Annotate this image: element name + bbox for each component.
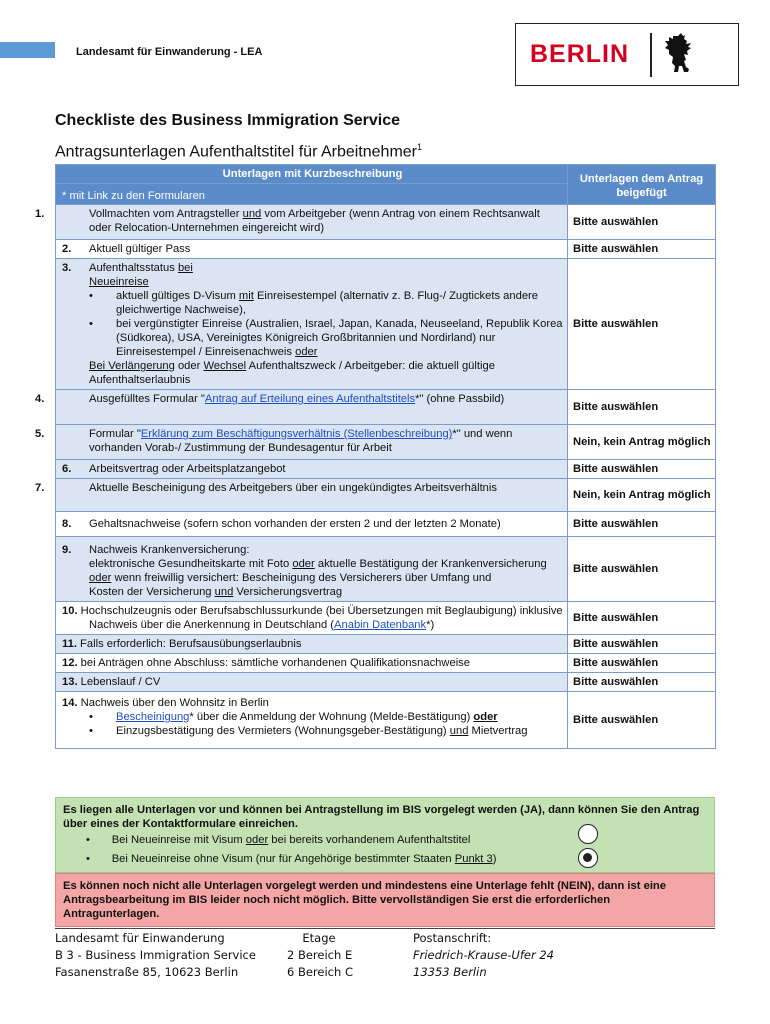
berlin-bear-icon xyxy=(664,32,698,78)
result-yes-box xyxy=(55,797,715,873)
status-select[interactable]: Bitte auswählen xyxy=(568,205,716,240)
table-row: 5. Formular "Erklärung zum Beschäftigungsverhältnis (Stellenbeschreibung)*" und wenn vorhanden Vorab-/ Zustimmung der Bundesagentur für Arbeit Nein, kein Antrag möglich xyxy=(56,425,716,460)
status-select[interactable]: Bitte auswählen xyxy=(568,673,716,692)
table-row: 8. Gehaltsnachweise (sofern schon vorhanden der ersten 2 und der letzten 2 Monate) Bitte auswählen xyxy=(56,512,716,537)
footnote-mark: 1 xyxy=(417,142,423,152)
table-row: 6. Arbeitsvertrag oder Arbeitsplatzangebot Bitte auswählen xyxy=(56,460,716,479)
table-row: 4. Ausgefülltes Formular "Antrag auf Erteilung eines Aufenthaltstitels*" (ohne Passbild) Bitte auswählen xyxy=(56,390,716,425)
result-no-text: Es können noch nicht alle Unterlagen vorgelegt werden und mindestens eine Unterlage fehlt (NEIN), dann ist eine Antragsbearbeitung im BIS leider noch nicht möglich. Bitte vervollständigen Sie erst die erforderlichen Antragunterlagen. xyxy=(63,880,666,920)
status-select[interactable]: Bitte auswählen xyxy=(568,390,716,425)
result-yes-text: Es liegen alle Unterlagen vor und können bei Antragstellung im BIS vorgelegt werden (JA), dann können Sie den Antrag über eines der Kontaktformulare einreichen. xyxy=(63,804,700,830)
table-row: 14. Nachweis über den Wohnsitz in Berlin • Bescheinigung* über die Anmeldung der Wohnung (Melde-Bestätigung) oder • Einzugsbestätigung des Vermieters (Wohnungsgeber-Bestätigung) und Mietvertrag Bitte auswählen xyxy=(56,692,716,749)
logo-separator xyxy=(650,33,652,77)
status-select[interactable]: Bitte auswählen xyxy=(568,692,716,749)
table-row: 9. Nachweis Krankenversicherung: elektronische Gesundheitskarte mit Foto oder aktuelle Bestätigung der Krankenversicherung oder wenn freiwillig versichert: Bescheinigung des Versicherers über Umfang und Kosten der Versicherung und Versicherungsvertrag Bitte auswählen xyxy=(56,537,716,602)
punkt-3-link[interactable]: Punkt 3 xyxy=(454,853,493,865)
table-row: 2. Aktuell gültiger Pass Bitte auswählen xyxy=(56,240,716,259)
status-select[interactable]: Nein, kein Antrag möglich xyxy=(568,425,716,460)
result-no-box xyxy=(55,873,715,927)
table-row: 1. Vollmachten vom Antragsteller und vom Arbeitgeber (wenn Antrag von einem Rechtsanwalt oder Relocation-Unternehmen eingereicht wird) Bitte auswählen xyxy=(56,205,716,240)
table-row: 11. Falls erforderlich: Berufsausübungserlaubnis Bitte auswählen xyxy=(56,635,716,654)
checklist-table xyxy=(35,164,716,749)
page-title: Checkliste des Business Immigration Service xyxy=(55,112,401,129)
status-select[interactable]: Bitte auswählen xyxy=(568,259,716,390)
status-select[interactable]: Bitte auswählen xyxy=(568,602,716,635)
form-link-antrag[interactable]: Antrag auf Erteilung eines Aufenthaltstitels xyxy=(204,393,416,405)
status-select[interactable]: Bitte auswählen xyxy=(568,635,716,654)
option-without-visa: • Bei Neueinreise ohne Visum (nur für Angehörige bestimmter Staaten Punkt 3) xyxy=(86,853,497,865)
page-subtitle: Antragsunterlagen Aufenthaltstitel für Arbeitnehmer$^1$ xyxy=(55,142,423,161)
form-link-anabin[interactable]: Anabin Datenbank xyxy=(334,619,427,631)
form-link-erklaerung[interactable]: Erklärung zum Beschäftigungsverhältnis (Stellenbeschreibung) xyxy=(140,428,453,440)
status-select[interactable]: Bitte auswählen xyxy=(568,460,716,479)
table-row: 13. Lebenslauf / CV Bitte auswählen xyxy=(56,673,716,692)
header-org: Landesamt für Einwanderung - LEA xyxy=(76,46,263,58)
table-row: 12. bei Anträgen ohne Abschluss: sämtliche vorhandenen Qualifikationsnachweise Bitte auswählen xyxy=(56,654,716,673)
radio-without-visa[interactable] xyxy=(578,848,598,868)
status-select[interactable]: Bitte auswählen xyxy=(568,240,716,259)
berlin-logo xyxy=(515,23,739,86)
status-select[interactable]: Bitte auswählen xyxy=(568,512,716,537)
footer-divider xyxy=(55,928,715,929)
form-link-bescheinigung[interactable]: Bescheinigung xyxy=(116,711,190,723)
status-select[interactable]: Bitte auswählen xyxy=(568,537,716,602)
status-select[interactable]: Bitte auswählen xyxy=(568,654,716,673)
footer-postal: Postanschrift: Friedrich-Krause-Ufer 24 13353 Berlin xyxy=(413,931,554,979)
status-select[interactable]: Nein, kein Antrag möglich xyxy=(568,479,716,512)
table-row: 3. Aufenthaltsstatus bei Neueinreise • aktuell gültiges D-Visum mit Einreisestempel (alternativ z. B. Flug-/ Zugtickets andere gleichwertige Nachweise), • bei vergünstigter Einreise (Australien, Israel, Japan, Kanada, Neuseeland, Republik Korea (Südkorea), USA, Vereinigtes Königreich Großbritannien und Nordirland) nur Einreisestempel / Einreisenachweis oder Bei Verlängerung oder Wechsel Aufenthaltszweck / Arbeitgeber: die aktuell gültige Aufenthaltserlaubnis Bitte auswählen xyxy=(56,259,716,390)
column-header-attached: Unterlagen dem Antrag beigefügt xyxy=(568,165,716,205)
footer-address: Landesamt für Einwanderung B 3 - Business Immigration Service Fasanenstraße 85, 10623 Berlin xyxy=(55,931,256,979)
logo-text: BERLIN xyxy=(530,40,630,68)
column-header-note: * mit Link zu den Formularen xyxy=(56,184,568,205)
option-with-visa: • Bei Neueinreise mit Visum oder bei bereits vorhandenem Aufenthaltstitel xyxy=(86,834,471,846)
header-accent-bar xyxy=(0,42,55,58)
radio-with-visa[interactable] xyxy=(578,824,598,844)
radio-selected-dot xyxy=(583,853,592,862)
table-row: 7. Aktuelle Bescheinigung des Arbeitgebers über ein ungekündigtes Arbeitsverhältnis Nein, kein Antrag möglich xyxy=(56,479,716,512)
table-row: 10. Hochschulzeugnis oder Berufsabschlussurkunde (bei Übersetzungen mit Beglaubigung) inklusive Nachweis über die Anerkennung in Deutschland (Anabin Datenbank*) Bitte auswählen xyxy=(56,602,716,635)
column-header-main: Unterlagen mit Kurzbeschreibung xyxy=(56,165,568,184)
footer-floor: Etage 2 Bereich E 6 Bereich C xyxy=(287,931,353,979)
